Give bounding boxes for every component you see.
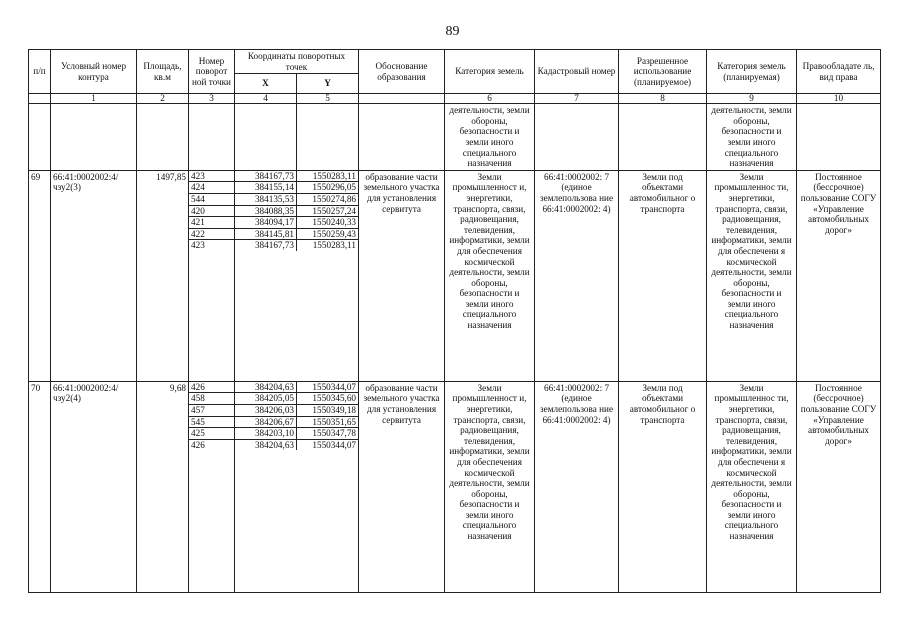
header-basis: Обоснование образования — [359, 50, 445, 94]
row-pp: 70 — [29, 381, 51, 592]
col-number: 5 — [297, 94, 359, 104]
coord-x: 384204,63 — [235, 439, 297, 450]
coord-y: 1550347,78 — [297, 428, 359, 440]
continuation-row — [29, 104, 881, 171]
row-permitted-use: Земли под объектами автомобильног о транспорта — [619, 381, 707, 592]
row-coordinates — [235, 381, 359, 592]
col-number: 3 — [189, 94, 235, 104]
land-plots-table — [28, 49, 881, 593]
point-number: 421 — [189, 217, 234, 229]
header-land-category: Категория земель — [445, 50, 535, 94]
coord-y: 1550257,24 — [297, 205, 359, 217]
point-number: 544 — [189, 194, 234, 206]
row-points — [189, 170, 235, 381]
row-rightholder: Постоянное (бессрочное) пользование СОГУ «Управление автомобильных дорог» — [797, 170, 881, 381]
col-number: 2 — [137, 94, 189, 104]
coord-x: 384167,73 — [235, 171, 297, 182]
coord-y: 1550349,18 — [297, 404, 359, 416]
point-number: 422 — [189, 229, 234, 241]
header-permitted-use: Разрешенное использование (планируемое) — [619, 50, 707, 94]
header-planned-category: Категория земель (планируемая) — [707, 50, 797, 94]
coord-y: 1550259,43 — [297, 228, 359, 240]
table-row — [29, 170, 881, 381]
table-row — [29, 381, 881, 592]
coord-y: 1550240,33 — [297, 217, 359, 229]
col-number: 9 — [707, 94, 797, 104]
point-number: 457 — [189, 405, 234, 417]
coord-x: 384135,53 — [235, 193, 297, 205]
page-number: 89 — [445, 24, 460, 39]
coord-y: 1550274,86 — [297, 193, 359, 205]
col-number: 6 — [445, 94, 535, 104]
header-point-number: Номер поворот ной точки — [189, 50, 235, 94]
point-number: 426 — [189, 382, 234, 394]
row-contour: 66:41:0002002:4/ чзу2(3) — [51, 170, 137, 381]
coord-x: 384203,10 — [235, 428, 297, 440]
row-basis: образование части земельного участка для установления сервитута — [359, 170, 445, 381]
row-land-category: Земли промышленност и, энергетики, транспорта, связи, радиовещания, телевидения, информатики, земли для обеспечения космической деятельности, земли обороны, безопасности и земли иного специального назначения — [445, 170, 535, 381]
point-number: 458 — [189, 393, 234, 405]
row-coordinates — [235, 170, 359, 381]
coord-x: 384205,05 — [235, 393, 297, 405]
point-number: 420 — [189, 206, 234, 218]
header-x: X — [235, 74, 297, 94]
coord-y: 1550283,11 — [312, 170, 357, 181]
row-contour: 66:41:0002002:4/ чзу2(4) — [51, 381, 137, 592]
row-points — [189, 381, 235, 592]
point-number: 545 — [189, 417, 234, 429]
row-area: 1497,85 — [137, 170, 189, 381]
col-number: 7 — [535, 94, 619, 104]
row-land-category: Земли промышленност и, энергетики, транспорта, связи, радиовещания, телевидения, информатики, земли для обеспечения космической деятельности, земли обороны, безопасности и земли иного специального назначения — [445, 381, 535, 592]
coord-x: 384094,17 — [235, 217, 297, 229]
row-cadastral: 66:41:0002002: 7 (единое землепользова ние 66:41:0002002: 4) — [535, 170, 619, 381]
coord-y: 1550345,60 — [297, 393, 359, 405]
coord-y: 1550344,07 — [312, 381, 357, 392]
coord-y: 1550351,65 — [297, 416, 359, 428]
header-contour: Условный номер контура — [51, 50, 137, 94]
col-number: 4 — [235, 94, 297, 104]
coord-x: 384088,35 — [235, 205, 297, 217]
point-number: 424 — [189, 182, 234, 194]
row-planned-category: Земли промышленнос ти, энергетики, транспорта, связи, радиовещания, телевидения, информатики, земли для обеспечени я космической деятельности, земли обороны, безопасности и земли иного специального назначения — [707, 170, 797, 381]
col-number: 10 — [797, 94, 881, 104]
coord-x: 384206,67 — [235, 416, 297, 428]
coord-x: 384145,81 — [235, 228, 297, 240]
coord-y: 1550283,11 — [297, 240, 359, 251]
row-rightholder: Постоянное (бессрочное) пользование СОГУ «Управление автомобильных дорог» — [797, 381, 881, 592]
row-pp: 69 — [29, 170, 51, 381]
row-planned-category: Земли промышленнос ти, энергетики, транспорта, связи, радиовещания, телевидения, информатики, земли для обеспечени я космической деятельности, земли обороны, безопасности и земли иного специального назначения — [707, 381, 797, 592]
point-number: 423 — [189, 171, 234, 183]
row-cadastral: 66:41:0002002: 7 (единое землепользова ние 66:41:0002002: 4) — [535, 381, 619, 592]
coord-x: 384204,63 — [235, 382, 297, 393]
header-cadastral: Кадастровый номер — [535, 50, 619, 94]
row-area: 9,68 — [137, 381, 189, 592]
coord-x: 384155,14 — [235, 182, 297, 194]
coord-x: 384206,03 — [235, 404, 297, 416]
continuation-land-category: деятельности, земли обороны, безопасности и земли иного специального назначения — [445, 104, 535, 171]
header-pp: п/п — [29, 50, 51, 94]
header-y: Y — [297, 74, 359, 94]
point-number: 425 — [189, 428, 234, 440]
row-basis: образование части земельного участка для установления сервитута — [359, 381, 445, 592]
col-number: 8 — [619, 94, 707, 104]
point-number: 426 — [191, 439, 205, 450]
header-area: Площадь, кв.м — [137, 50, 189, 94]
coord-y: 1550344,07 — [297, 439, 359, 450]
point-number: 423 — [191, 240, 205, 251]
header-coordinates: Координаты поворотных точек — [235, 50, 359, 74]
continuation-planned-category: деятельности, земли обороны, безопасности и земли иного специального назначения — [707, 104, 797, 171]
coord-y: 1550296,05 — [297, 182, 359, 194]
coord-x: 384167,73 — [235, 240, 297, 251]
row-permitted-use: Земли под объектами автомобильног о транспорта — [619, 170, 707, 381]
col-number: 1 — [51, 94, 137, 104]
header-rightholder: Правообладате ль, вид права — [797, 50, 881, 94]
